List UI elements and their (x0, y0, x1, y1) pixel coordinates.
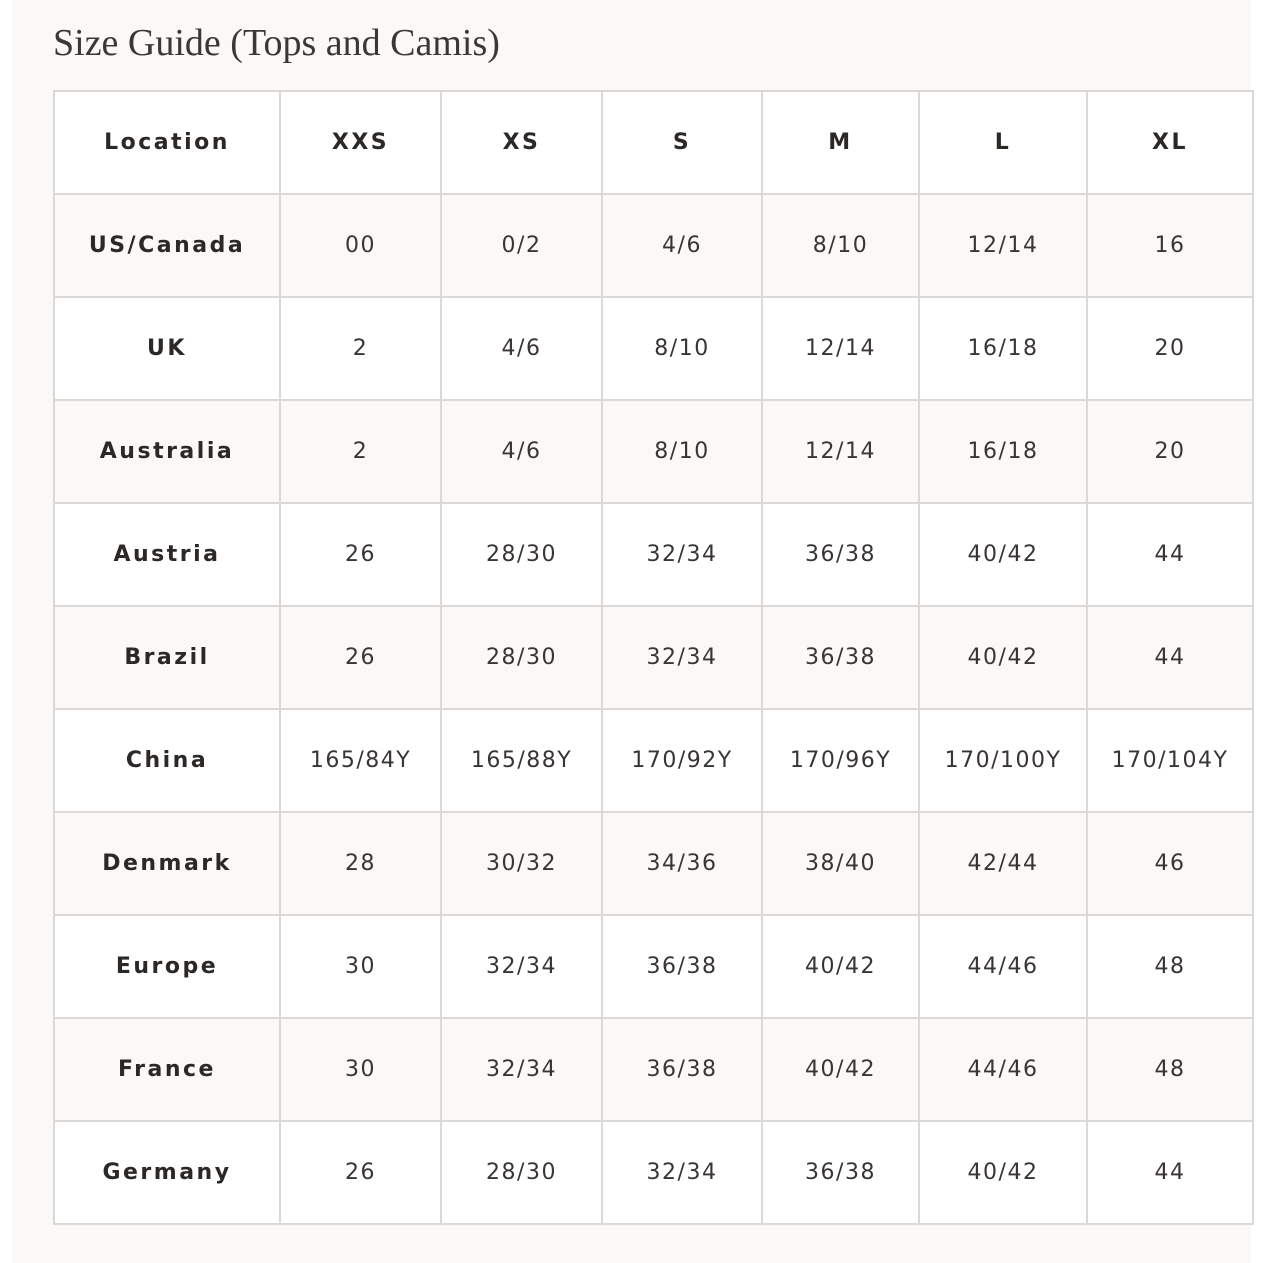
size-cell: 8/10 (602, 400, 762, 503)
column-header-size: XXS (280, 91, 441, 194)
size-cell: 28 (280, 812, 441, 915)
size-cell: 40/42 (762, 915, 919, 1018)
size-cell: 0/2 (441, 194, 602, 297)
size-cell: 2 (280, 400, 441, 503)
size-cell: 44 (1087, 503, 1253, 606)
size-cell: 28/30 (441, 1121, 602, 1224)
size-cell: 30 (280, 1018, 441, 1121)
size-cell: 165/88Y (441, 709, 602, 812)
column-header-size: XL (1087, 91, 1253, 194)
table-row (54, 1121, 1253, 1224)
size-cell: 4/6 (441, 400, 602, 503)
column-header-size: S (602, 91, 762, 194)
size-cell: 36/38 (762, 606, 919, 709)
table-row (54, 297, 1253, 400)
size-cell: 16/18 (919, 297, 1087, 400)
size-cell: 40/42 (919, 606, 1087, 709)
column-header-size: XS (441, 91, 602, 194)
location-cell: Australia (54, 400, 280, 503)
size-cell: 38/40 (762, 812, 919, 915)
size-cell: 36/38 (602, 915, 762, 1018)
size-cell: 32/34 (441, 915, 602, 1018)
size-cell: 46 (1087, 812, 1253, 915)
size-cell: 40/42 (762, 1018, 919, 1121)
location-cell: UK (54, 297, 280, 400)
column-header-size: M (762, 91, 919, 194)
size-cell: 170/100Y (919, 709, 1087, 812)
size-cell: 36/38 (762, 503, 919, 606)
size-cell: 26 (280, 606, 441, 709)
location-cell: Austria (54, 503, 280, 606)
size-cell: 28/30 (441, 503, 602, 606)
size-cell: 40/42 (919, 503, 1087, 606)
header-row (54, 91, 1253, 194)
location-cell: France (54, 1018, 280, 1121)
size-cell: 30 (280, 915, 441, 1018)
size-cell: 170/92Y (602, 709, 762, 812)
size-cell: 8/10 (762, 194, 919, 297)
size-cell: 36/38 (762, 1121, 919, 1224)
location-cell: Brazil (54, 606, 280, 709)
size-cell: 48 (1087, 1018, 1253, 1121)
size-cell: 16/18 (919, 400, 1087, 503)
size-cell: 48 (1087, 915, 1253, 1018)
size-cell: 36/38 (602, 1018, 762, 1121)
size-cell: 32/34 (602, 503, 762, 606)
size-cell: 20 (1087, 400, 1253, 503)
column-header-location: Location (54, 91, 280, 194)
size-cell: 8/10 (602, 297, 762, 400)
column-header-size: L (919, 91, 1087, 194)
table-row (54, 812, 1253, 915)
size-cell: 170/104Y (1087, 709, 1253, 812)
size-cell: 44 (1087, 1121, 1253, 1224)
table-body (54, 194, 1253, 1224)
location-cell: Europe (54, 915, 280, 1018)
table-row (54, 1018, 1253, 1121)
size-cell: 26 (280, 1121, 441, 1224)
table-row (54, 503, 1253, 606)
location-cell: US/Canada (54, 194, 280, 297)
size-cell: 165/84Y (280, 709, 441, 812)
table-row (54, 709, 1253, 812)
size-cell: 32/34 (602, 606, 762, 709)
size-cell: 12/14 (762, 400, 919, 503)
size-cell: 44/46 (919, 1018, 1087, 1121)
size-cell: 20 (1087, 297, 1253, 400)
size-guide-table (53, 90, 1254, 1225)
size-cell: 12/14 (762, 297, 919, 400)
size-cell: 40/42 (919, 1121, 1087, 1224)
page-title: Size Guide (Tops and Camis) (53, 22, 500, 64)
size-cell: 00 (280, 194, 441, 297)
size-cell: 30/32 (441, 812, 602, 915)
size-cell: 4/6 (441, 297, 602, 400)
table-row (54, 606, 1253, 709)
size-cell: 32/34 (441, 1018, 602, 1121)
table-row (54, 915, 1253, 1018)
size-cell: 44/46 (919, 915, 1087, 1018)
location-cell: China (54, 709, 280, 812)
table-row (54, 400, 1253, 503)
size-cell: 26 (280, 503, 441, 606)
location-cell: Denmark (54, 812, 280, 915)
size-cell: 2 (280, 297, 441, 400)
size-cell: 42/44 (919, 812, 1087, 915)
size-cell: 16 (1087, 194, 1253, 297)
location-cell: Germany (54, 1121, 280, 1224)
size-cell: 170/96Y (762, 709, 919, 812)
size-cell: 44 (1087, 606, 1253, 709)
size-cell: 32/34 (602, 1121, 762, 1224)
size-cell: 34/36 (602, 812, 762, 915)
size-cell: 12/14 (919, 194, 1087, 297)
size-cell: 28/30 (441, 606, 602, 709)
table-row (54, 194, 1253, 297)
size-cell: 4/6 (602, 194, 762, 297)
